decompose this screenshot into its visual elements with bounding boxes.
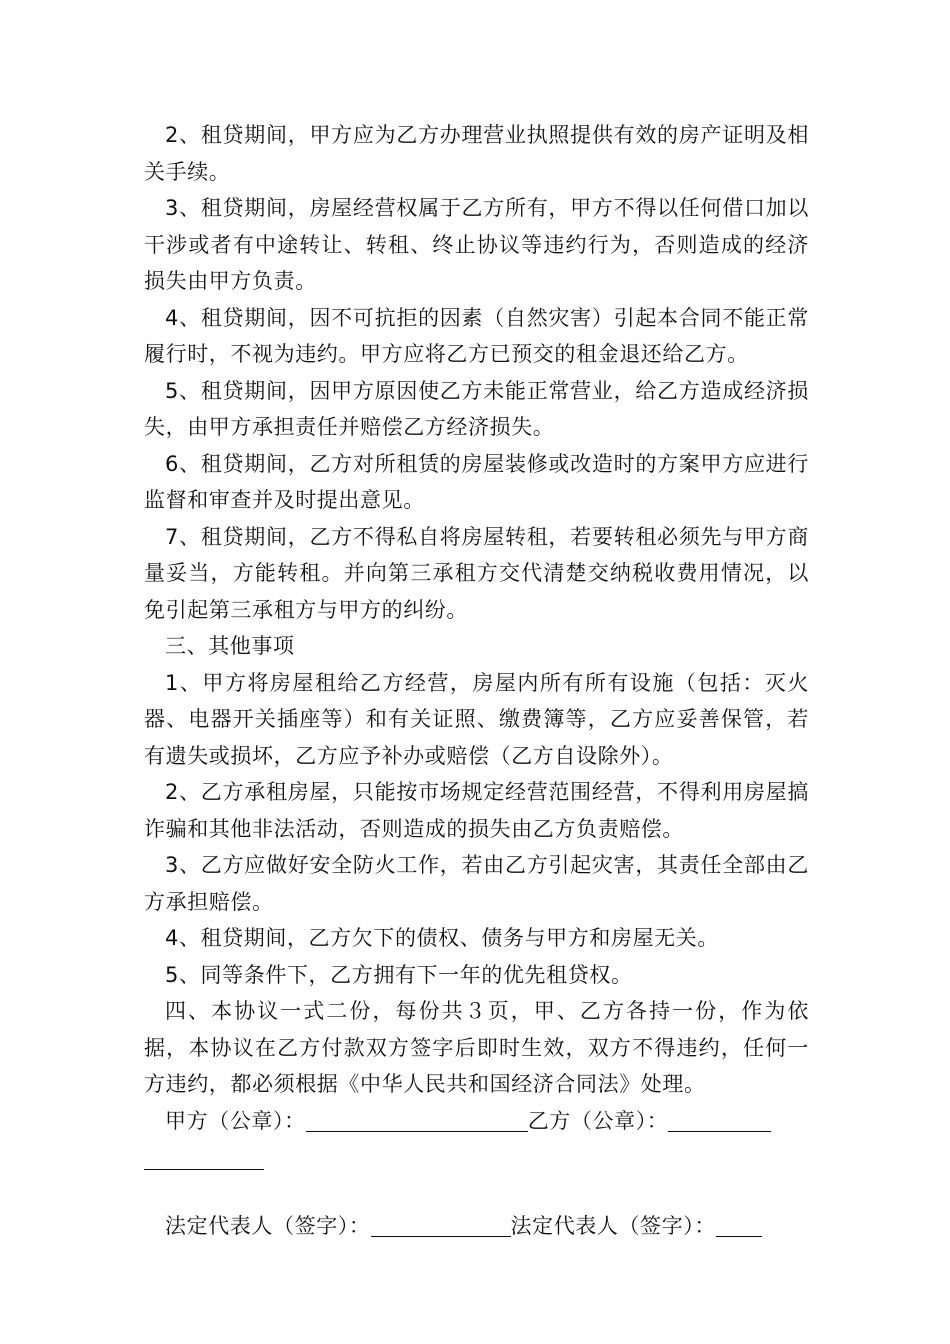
contract-body xyxy=(144,117,809,1244)
spacer xyxy=(144,1176,809,1208)
clause-2-4: 4、租贷期间，因不可抗拒的因素（自然灾害）引起本合同不能正常履行时，不视为违约。甲方应将乙方已预交的租金退还给乙方。 xyxy=(144,305,809,366)
clause-3-5: 5、同等条件下，乙方拥有下一年的优先租贷权。 xyxy=(165,962,633,987)
clause-2-2: 2、租贷期间，甲方应为乙方办理营业执照提供有效的房产证明及相关手续。 xyxy=(144,123,809,184)
party-b-rep-blank[interactable] xyxy=(716,1214,762,1237)
party-b-rep-label: 法定代表人（签字）： xyxy=(510,1213,716,1238)
clause-3-4: 4、租贷期间，乙方欠下的债权、债务与甲方和房屋无关。 xyxy=(165,926,719,950)
party-b-seal-blank-continued[interactable] xyxy=(144,1147,264,1170)
party-b-seal-blank[interactable] xyxy=(668,1109,771,1132)
party-b-seal-label: 乙方（公章）： xyxy=(527,1108,669,1133)
seal-line xyxy=(144,1103,809,1140)
clause-3-1: 1、甲方将房屋租给乙方经营，房屋内所有所有设施（包括：灭火器、电器开关插座等）和有关证照、缴费簿等，乙方应妥善保管，若有遗失或损坏，乙方应予补办或赔偿（乙方自设除外）。 xyxy=(144,670,809,768)
clause-2-7: 7、租贷期间，乙方不得私自将房屋转租，若要转租必须先与甲方商量妥当，方能转租。并向第三承租方交代清楚交纳税收费用情况，以免引起第三承租方与甲方的纠纷。 xyxy=(144,524,809,622)
clause-2-5: 5、租贷期间，因甲方原因使乙方未能正常营业，给乙方造成经济损失，由甲方承担责任并赔偿乙方经济损失。 xyxy=(144,378,809,439)
party-a-seal-label: 甲方（公章）： xyxy=(165,1108,306,1133)
clause-3-2: 2、乙方承租房屋，只能按市场规定经营范围经营，不得利用房屋搞诈骗和其他非法活动，否则造成的损失由乙方负责赔偿。 xyxy=(144,780,809,841)
clause-2-3: 3、租贷期间，房屋经营权属于乙方所有，甲方不得以任何借口加以干涉或者有中途转让、转租、终止协议等违约行为，否则造成的经济损失由甲方负责。 xyxy=(144,196,809,293)
party-a-rep-blank[interactable] xyxy=(371,1214,511,1237)
party-a-seal-blank[interactable] xyxy=(306,1109,528,1132)
party-a-rep-label: 法定代表人（签字）： xyxy=(165,1213,371,1238)
clause-3-3: 3、乙方应做好安全防火工作，若由乙方引起灾害，其责任全部由乙方承担赔偿。 xyxy=(144,853,809,914)
seal-line-continuation xyxy=(144,1139,809,1176)
representative-line xyxy=(144,1208,809,1245)
section-3-heading: 三、其他事项 xyxy=(165,634,295,658)
clause-2-6: 6、租贷期间，乙方对所租赁的房屋装修或改造时的方案甲方应进行监督和审查并及时提出意见。 xyxy=(144,451,809,512)
section-4-clause: 四、本协议一式二份，每份共３页，甲、乙方各持一份，作为依据，本协议在乙方付款双方签字后即时生效，双方不得违约，任何一方违约，都必须根据《中华人民共和国经济合同法》处理。 xyxy=(144,999,809,1096)
